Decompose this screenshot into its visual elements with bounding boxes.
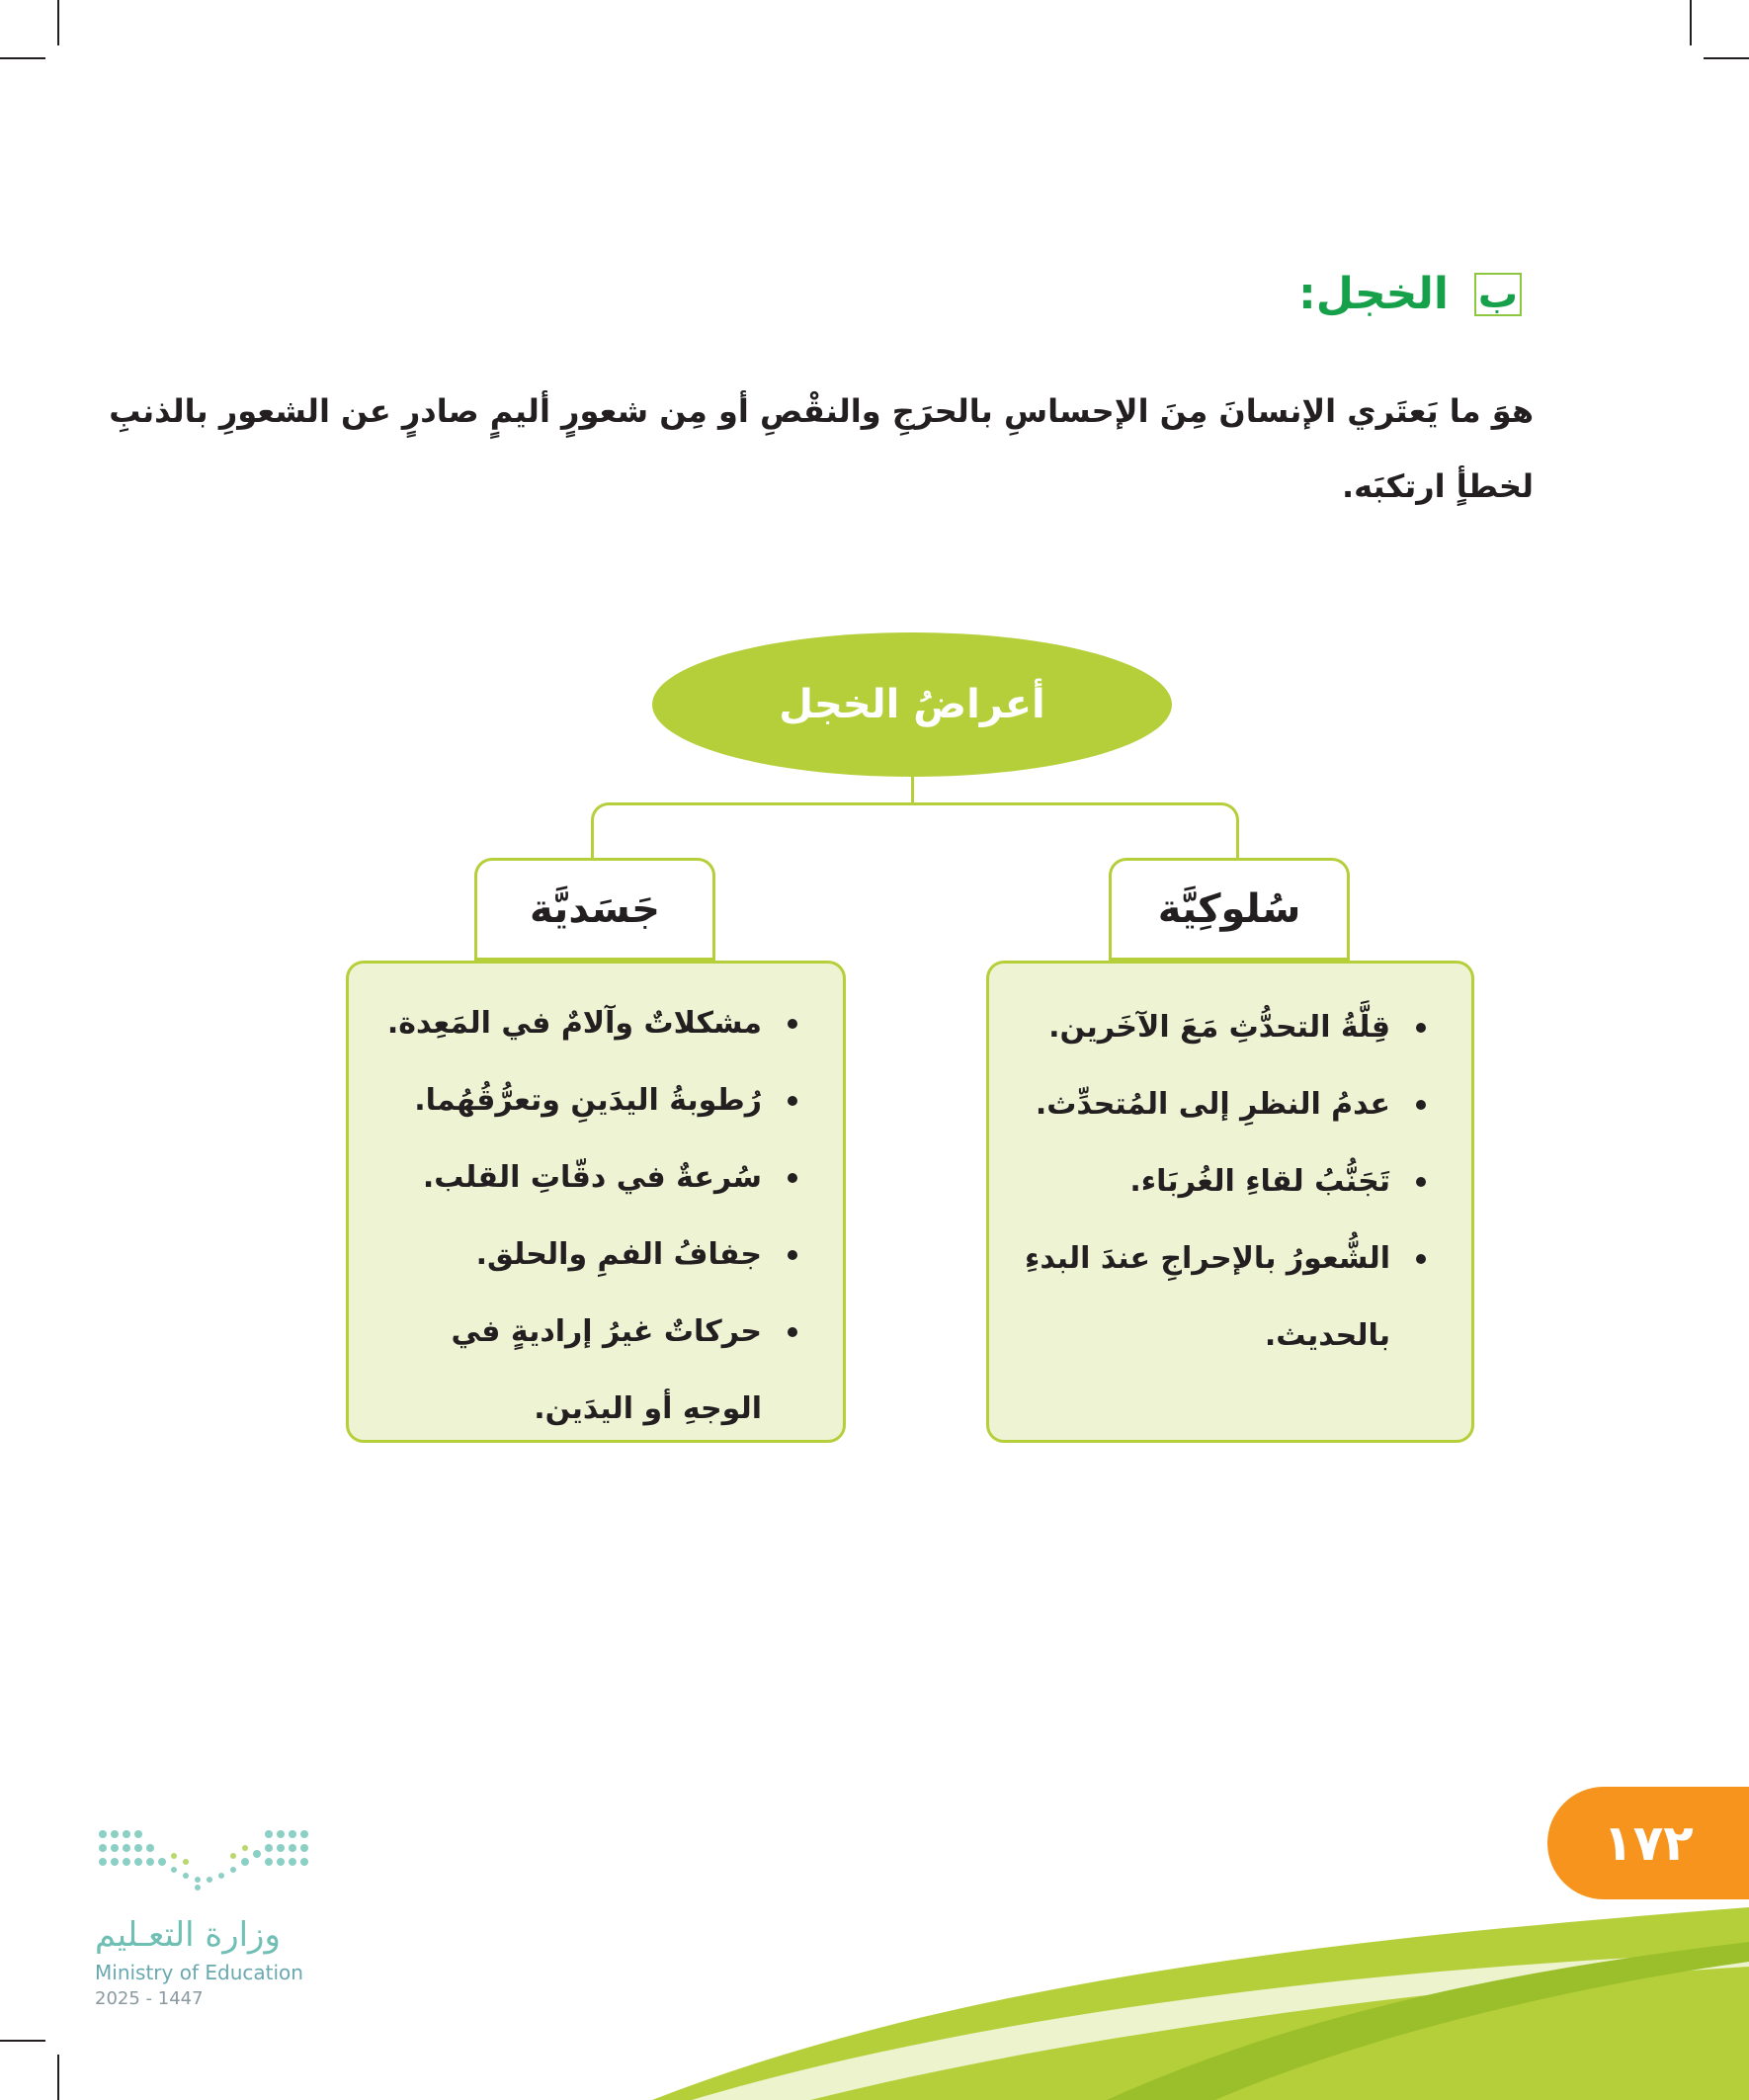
- ministry-name-arabic: وزارة التعـليم: [95, 1915, 281, 1955]
- list-item: عدمُ النظرِ إلى المُتحدِّث.: [1009, 1066, 1446, 1143]
- intro-line: لخطأٍ ارتكبَه.: [1341, 467, 1534, 505]
- category-physical: جَسَديَّة: [474, 858, 715, 961]
- list-item: الشُّعورُ بالإحراجِ عندَ البدءِ بالحديث.: [1009, 1220, 1446, 1375]
- intro-line: هوَ ما يَعتَري الإنسانَ مِنَ الإحساسِ بالحرَجِ والنقْصِ أو مِن شعورٍ أليمٍ صادرٍ عن الشعورِ بالذنبِ: [109, 392, 1534, 430]
- list-item: تَجَنُّبُ لقاءِ الغُربَاء.: [1009, 1143, 1446, 1220]
- ministry-name-english: Ministry of Education: [95, 1961, 303, 1984]
- list-item: قِلَّةُ التحدُّثِ مَعَ الآخَرين.: [1009, 989, 1446, 1066]
- list-item: حركاتٌ غيرُ إراديةٍ في الوجهِ أو اليدَين.: [369, 1294, 817, 1448]
- main-node-shyness-symptoms: أعراضُ الخجل: [652, 632, 1172, 777]
- section-letter-box: ب: [1474, 273, 1522, 316]
- list-item: جفافُ الفمِ والحلق.: [369, 1217, 817, 1294]
- section-title: الخجل:: [1298, 269, 1449, 319]
- list-item: رُطوبةُ اليدَينِ وتعرُّقُهُما.: [369, 1062, 817, 1139]
- ministry-logo-icon: [95, 1826, 316, 1891]
- page-number-badge: ١٧٢: [1547, 1787, 1749, 1899]
- category-behavioral: سُلوكِيَّة: [1109, 858, 1350, 961]
- list-item: مشكلاتٌ وآلامٌ في المَعِدة.: [369, 985, 817, 1062]
- ministry-year: 2025 - 1447: [95, 1988, 204, 2009]
- list-item: سُرعةٌ في دقّاتِ القلب.: [369, 1139, 817, 1217]
